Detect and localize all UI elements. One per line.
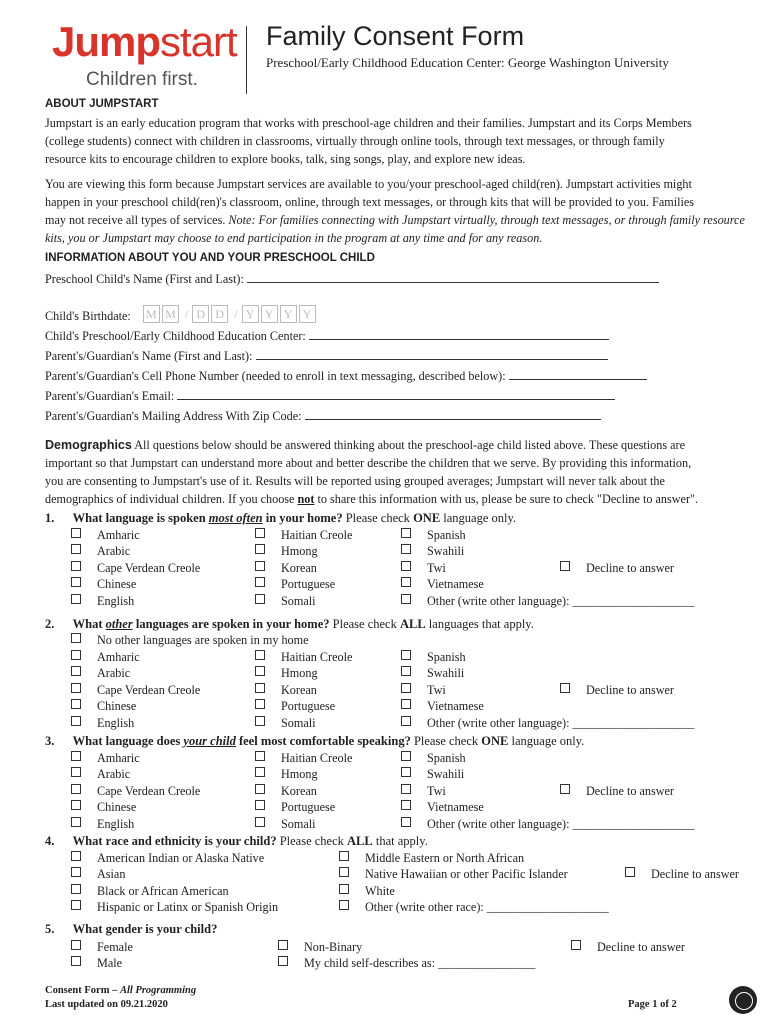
q2-option[interactable]	[401, 699, 484, 714]
checkbox[interactable]	[255, 751, 265, 761]
checkbox[interactable]	[255, 784, 265, 794]
option-label: Haitian Creole	[281, 751, 353, 765]
option-label: Chinese	[97, 699, 137, 713]
checkbox[interactable]	[560, 784, 570, 794]
q4-option[interactable]	[71, 884, 229, 899]
q2-option[interactable]	[71, 683, 200, 698]
q1-decline-option[interactable]	[560, 561, 674, 576]
option-label: Somali	[281, 817, 316, 831]
option-label: Haitian Creole	[281, 528, 353, 542]
parent-name-field[interactable]: Parent's/Guardian's Name (First and Last):	[45, 347, 608, 365]
checkbox[interactable]	[255, 594, 265, 604]
q4-option[interactable]	[71, 851, 264, 866]
checkbox[interactable]	[71, 716, 81, 726]
checkbox[interactable]	[71, 767, 81, 777]
checkbox[interactable]	[255, 699, 265, 709]
option-label: Decline to answer	[586, 683, 674, 697]
about-heading: ABOUT JUMPSTART	[45, 98, 159, 110]
q2-option[interactable]	[71, 650, 140, 665]
option-label: Vietnamese	[427, 800, 484, 814]
question-4: 4. What race and ethnicity is your child? Please check ALL that apply.	[45, 834, 428, 848]
checkbox[interactable]	[71, 650, 81, 660]
question-1: 1. What language is spoken most often in your home? Please check ONE language only.	[45, 511, 517, 525]
page-number: Page 1 of 2	[628, 999, 677, 1010]
q1-option[interactable]	[71, 544, 130, 559]
about-paragraph-2: You are viewing this form because Jumpstart services are available to you/your preschool-aged child(ren). Jumpstart activities might happen in your preschool child(ren)'s classroom, online, through text messages, or through kits that will be provided to you. Families may not receive all types of services. Note: For families connecting with Jumpstart virtually, through text messages, or through family resource kits, you or Jumpstart may choose to end participation in the program at any time and for any reason.	[45, 177, 745, 245]
checkbox[interactable]	[401, 784, 411, 794]
checkbox[interactable]	[255, 577, 265, 587]
option-label: Cape Verdean Creole	[97, 683, 201, 697]
option-label: Other (write other language): ____________________	[427, 594, 695, 608]
seal-inner-ring	[735, 992, 753, 1010]
checkbox[interactable]	[339, 900, 349, 910]
q1-option[interactable]	[255, 594, 316, 609]
checkbox[interactable]	[560, 683, 570, 693]
q5-decline-option[interactable]	[571, 940, 685, 955]
option-label: Arabic	[97, 544, 131, 558]
checkbox[interactable]	[278, 956, 288, 966]
q1-option[interactable]	[401, 544, 464, 559]
q5-option[interactable]	[71, 956, 122, 971]
option-no-other-languages[interactable]: No other languages are spoken in my home	[71, 633, 309, 648]
q1-option[interactable]	[401, 577, 484, 592]
option-label: Somali	[281, 594, 316, 608]
option-label: Twi	[427, 683, 446, 697]
q1-option[interactable]	[401, 594, 694, 609]
option-label: My child self-describes as: ________________	[304, 956, 536, 970]
checkbox[interactable]	[401, 716, 411, 726]
q4-decline-option[interactable]	[625, 867, 739, 882]
question-3: 3. What language does your child feel most comfortable speaking? Please check ONE language only.	[45, 734, 585, 748]
q3-decline-option[interactable]	[560, 784, 674, 799]
checkbox[interactable]	[71, 751, 81, 761]
option-label: Portuguese	[281, 577, 336, 591]
option-label: Decline to answer	[586, 561, 674, 575]
option-label: White	[365, 884, 395, 898]
option-label: Chinese	[97, 800, 137, 814]
q4-option[interactable]	[71, 900, 278, 915]
checkbox[interactable]	[71, 800, 81, 810]
checkbox[interactable]	[401, 800, 411, 810]
q2-option[interactable]	[401, 716, 694, 731]
q1-option[interactable]	[255, 528, 352, 543]
q2-option[interactable]	[255, 650, 352, 665]
option-label: Haitian Creole	[281, 650, 353, 664]
q4-option[interactable]	[71, 867, 125, 882]
q3-option[interactable]	[255, 784, 317, 799]
q3-option[interactable]	[401, 767, 464, 782]
option-label: English	[97, 594, 135, 608]
checkbox[interactable]	[401, 699, 411, 709]
option-label: Decline to answer	[651, 867, 739, 881]
q2-option[interactable]	[255, 716, 316, 731]
option-label: Decline to answer	[597, 940, 685, 954]
checkbox[interactable]	[255, 544, 265, 554]
checkbox[interactable]	[401, 817, 411, 827]
checkbox[interactable]	[255, 561, 265, 571]
q2-option[interactable]	[71, 716, 134, 731]
q1-option[interactable]	[401, 561, 446, 576]
checkbox[interactable]	[339, 867, 349, 877]
q2-decline-option[interactable]	[560, 683, 674, 698]
q3-option[interactable]	[71, 767, 130, 782]
option-label: Spanish	[427, 528, 466, 542]
option-label: English	[97, 716, 135, 730]
q3-option[interactable]	[255, 817, 316, 832]
header-divider	[246, 26, 247, 94]
option-label: Black or African American	[97, 884, 229, 898]
footer-updated: Last updated on 09.21.2020	[45, 999, 168, 1010]
option-label: Vietnamese	[427, 699, 484, 713]
q2-option[interactable]	[401, 683, 446, 698]
option-label: Cape Verdean Creole	[97, 561, 201, 575]
q5-option[interactable]	[71, 940, 133, 955]
option-label: Amharic	[97, 650, 140, 664]
option-label: Hispanic or Latinx or Spanish Origin	[97, 900, 279, 914]
option-label: Korean	[281, 683, 317, 697]
q1-option[interactable]	[401, 528, 466, 543]
checkbox[interactable]	[401, 767, 411, 777]
q3-option[interactable]	[255, 767, 318, 782]
checkbox[interactable]	[401, 683, 411, 693]
checkbox[interactable]	[71, 544, 81, 554]
option-label: Swahili	[427, 666, 465, 680]
option-label: Other (write other language): ____________________	[427, 817, 695, 831]
option-label: Spanish	[427, 751, 466, 765]
checkbox[interactable]	[401, 561, 411, 571]
option-label: Twi	[427, 561, 446, 575]
checkbox[interactable]	[71, 633, 81, 643]
parent-phone-field[interactable]: Parent's/Guardian's Cell Phone Number (needed to enroll in text messaging, described below):	[45, 367, 647, 385]
option-label: Cape Verdean Creole	[97, 784, 201, 798]
option-label: Native Hawaiian or other Pacific Islander	[365, 867, 568, 881]
q2-option[interactable]	[71, 699, 136, 714]
option-label: Arabic	[97, 666, 131, 680]
child-name-field[interactable]: Preschool Child's Name (First and Last):	[45, 270, 659, 288]
option-label: Swahili	[427, 544, 465, 558]
option-label: Chinese	[97, 577, 137, 591]
parent-email-field[interactable]: Parent's/Guardian's Email:	[45, 387, 615, 405]
center-field[interactable]: Child's Preschool/Early Childhood Education Center:	[45, 327, 609, 345]
checkbox[interactable]	[71, 561, 81, 571]
option-label: Hmong	[281, 767, 318, 781]
checkbox[interactable]	[401, 666, 411, 676]
checkbox[interactable]	[71, 683, 81, 693]
option-label: Hmong	[281, 544, 318, 558]
checkbox[interactable]	[71, 699, 81, 709]
q4-option[interactable]	[339, 851, 524, 866]
demographics-intro: Demographics All questions below should be answered thinking about the preschool-age child listed above. These questions are important so that Jumpstart can understand more about and better describe the children that we serve. By providing this information, you are consenting to Jumpstart's use of it. Results will be reported using grouped averages; Jumpstart will never talk about the demographics of individual children. If you choose not to share this information with us, please be sure to check "Decline to answer".	[45, 438, 699, 506]
checkbox[interactable]	[560, 561, 570, 571]
about-paragraph-1: Jumpstart is an early education program that works with preschool-age children and their families. Jumpstart and its Corps Members (college students) connect with children in classrooms, virtually through online tools, through text messages, or through family resource kits to encourage children to explore books, talk, sing songs, play, and explore new ideas.	[45, 116, 692, 166]
option-label: Male	[97, 956, 123, 970]
option-label: Korean	[281, 561, 317, 575]
jumpstart-logo: Jumpstart	[52, 18, 237, 65]
checkbox[interactable]	[255, 528, 265, 538]
checkbox[interactable]	[71, 577, 81, 587]
parent-address-field[interactable]: Parent's/Guardian's Mailing Address With Zip Code:	[45, 407, 601, 425]
page-subtitle: Preschool/Early Childhood Education Center: George Washington University	[266, 55, 669, 70]
q2-option[interactable]	[255, 699, 335, 714]
q3-option[interactable]	[401, 800, 484, 815]
option-label: Other (write other language): ____________________	[427, 716, 695, 730]
footer-form-label: Consent Form – All Programming	[45, 985, 197, 996]
option-label: American Indian or Alaska Native	[97, 851, 265, 865]
checkbox[interactable]	[71, 784, 81, 794]
checkbox[interactable]	[401, 650, 411, 660]
option-label: Decline to answer	[586, 784, 674, 798]
q3-option[interactable]	[401, 817, 694, 832]
option-label: Middle Eastern or North African	[365, 851, 525, 865]
q4-option[interactable]	[339, 900, 609, 915]
checkbox[interactable]	[255, 767, 265, 777]
option-label: Vietnamese	[427, 577, 484, 591]
q2-option[interactable]	[71, 666, 130, 681]
option-label: Spanish	[427, 650, 466, 664]
q3-option[interactable]	[255, 800, 335, 815]
checkbox[interactable]	[71, 940, 81, 950]
q3-option[interactable]	[401, 751, 466, 766]
checkbox[interactable]	[255, 800, 265, 810]
option-label: English	[97, 817, 135, 831]
q4-option[interactable]	[339, 867, 568, 882]
q1-option[interactable]	[71, 528, 140, 543]
checkbox[interactable]	[255, 716, 265, 726]
checkbox[interactable]	[71, 900, 81, 910]
q2-option[interactable]	[255, 683, 317, 698]
checkbox[interactable]	[71, 666, 81, 676]
q1-option[interactable]	[71, 577, 136, 592]
checkbox[interactable]	[71, 851, 81, 861]
question-5: 5. What gender is your child?	[45, 922, 218, 936]
q1-option[interactable]	[255, 561, 317, 576]
checkbox[interactable]	[255, 683, 265, 693]
birthdate-field[interactable]: Child's Birthdate: M M / D D / Y Y Y Y	[45, 305, 318, 325]
checkbox[interactable]	[625, 867, 635, 877]
checkbox[interactable]	[278, 940, 288, 950]
q2-option[interactable]	[401, 650, 466, 665]
checkbox[interactable]	[339, 884, 349, 894]
q4-option[interactable]	[339, 884, 395, 899]
option-label: Arabic	[97, 767, 131, 781]
q3-option[interactable]	[255, 751, 352, 766]
option-label: Other (write other race): ____________________	[365, 900, 609, 914]
q5-option[interactable]	[278, 956, 536, 971]
q1-option[interactable]	[71, 594, 134, 609]
option-label: Swahili	[427, 767, 465, 781]
option-label: Non-Binary	[304, 940, 363, 954]
checkbox[interactable]	[255, 666, 265, 676]
checkbox[interactable]	[71, 956, 81, 966]
checkbox[interactable]	[71, 884, 81, 894]
option-label: Portuguese	[281, 800, 336, 814]
q3-option[interactable]	[71, 817, 134, 832]
q1-option[interactable]	[71, 561, 200, 576]
q1-option[interactable]	[255, 577, 335, 592]
option-label: Amharic	[97, 751, 140, 765]
checkbox[interactable]	[401, 577, 411, 587]
checkbox[interactable]	[571, 940, 581, 950]
checkbox[interactable]	[401, 594, 411, 604]
q3-option[interactable]	[401, 784, 446, 799]
checkbox[interactable]	[339, 851, 349, 861]
q2-option[interactable]	[255, 666, 318, 681]
q3-option[interactable]	[71, 751, 140, 766]
option-label: Amharic	[97, 528, 140, 542]
checkbox[interactable]	[255, 817, 265, 827]
q3-option[interactable]	[71, 784, 200, 799]
checkbox[interactable]	[71, 594, 81, 604]
q2-option[interactable]	[401, 666, 464, 681]
option-label: Korean	[281, 784, 317, 798]
option-label: Asian	[97, 867, 126, 881]
checkbox[interactable]	[71, 867, 81, 877]
question-2: 2. What other languages are spoken in your home? Please check ALL languages that apply.	[45, 617, 534, 631]
q5-option[interactable]	[278, 940, 362, 955]
option-label: Hmong	[281, 666, 318, 680]
option-label: Female	[97, 940, 133, 954]
checkbox[interactable]	[255, 650, 265, 660]
checkbox[interactable]	[71, 528, 81, 538]
option-label: Somali	[281, 716, 316, 730]
option-label: Portuguese	[281, 699, 336, 713]
checkbox[interactable]	[401, 544, 411, 554]
logo-tagline: Children first.	[86, 69, 198, 90]
info-heading: INFORMATION ABOUT YOU AND YOUR PRESCHOOL CHILD	[45, 252, 375, 264]
checkbox[interactable]	[401, 528, 411, 538]
checkbox[interactable]	[401, 751, 411, 761]
checkbox[interactable]	[71, 817, 81, 827]
q1-option[interactable]	[255, 544, 318, 559]
q3-option[interactable]	[71, 800, 136, 815]
page-title: Family Consent Form	[266, 21, 525, 51]
option-label: Twi	[427, 784, 446, 798]
